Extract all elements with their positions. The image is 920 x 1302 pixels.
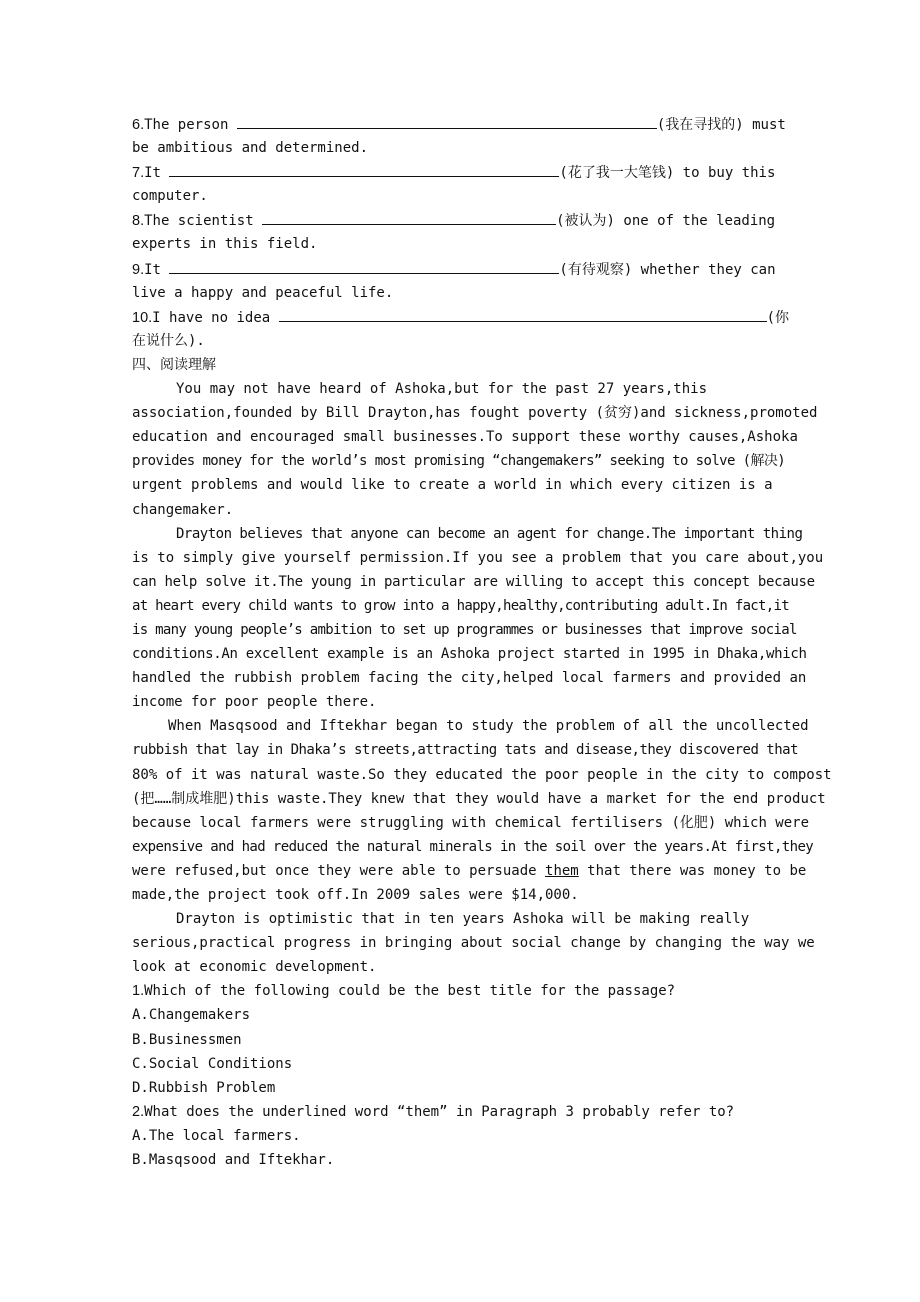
passage-line: handled the rubbish problem facing the city,helped local farmers and provided an [132,670,807,687]
passage-line: provides money for the world’s most promising “changemakers” seeking to solve (解决) [132,453,786,470]
question-2: 2.What does the underlined word “them” in Paragraph 3 probably refer to? [132,1103,735,1120]
passage-line: Drayton is optimistic that in ten years Ashoka will be making really [176,911,750,928]
answer-option[interactable]: A.The local farmers. [132,1127,301,1144]
fill-in-continuation: live a happy and peaceful life. [132,284,394,301]
fill-in-continuation: experts in this field. [132,236,318,253]
fill-in-item: 9.It (有待观察) whether they can [132,257,832,281]
passage-line: Drayton believes that anyone can become an agent for change.The important thing [176,525,803,542]
fill-in-continuation: 在说什么). [132,332,205,349]
answer-blank[interactable] [262,208,556,225]
passage-line: made,the project took off.In 2009 sales were $14,000. [132,887,579,903]
passage-line: 80% of it was natural waste.So they educated the poor people in the city to compost [132,766,832,783]
answer-blank[interactable] [279,305,767,322]
passage-line: can help solve it.The young in particular are willing to accept this concept because [132,573,815,590]
answer-blank[interactable] [237,112,657,129]
passage-line: changemaker. [132,501,234,518]
passage-line: income for poor people there. [132,694,377,711]
passage-line: conditions.An excellent example is an Ashoka project started in 1995 in Dhaka,which [132,646,807,663]
fill-in-item: 6.The person (我在寻找的) must [132,112,832,136]
answer-option[interactable]: C.Social Conditions [132,1055,293,1072]
question-1: 1.Which of the following could be the best title for the passage? [132,983,676,1000]
answer-option[interactable]: B.Businessmen [132,1031,242,1048]
passage-line: urgent problems and would like to create a world in which every citizen is a [132,477,773,494]
passage-line: is many young people’s ambition to set up programmes or businesses that improve social [132,621,797,638]
fill-in-continuation: be ambitious and determined. [132,140,369,157]
answer-blank[interactable] [169,257,559,274]
answer-option[interactable]: A.Changemakers [132,1007,251,1024]
passage-line: association,founded by Bill Drayton,has fought poverty (贫穷)and sickness,promoted [132,405,818,422]
fill-in-continuation: computer. [132,188,208,205]
passage-line: rubbish that lay in Dhaka’s streets,attracting tats and disease,they discovered that [132,742,799,759]
passage-line: education and encouraged small businesses.To support these worthy causes,Ashoka [132,429,798,446]
passage-line: You may not have heard of Ashoka,but for the past 27 years,this [176,381,708,398]
passage-line: is to simply give yourself permission.If you see a problem that you care about,you [132,549,824,566]
fill-in-item: 7.It (花了我一大笔钱) to buy this [132,160,832,184]
passage-line: were refused,but once they were able to persuade them that there was money to be [132,862,807,879]
passage-line: serious,practical progress in bringing about social change by changing the way we [132,935,815,952]
answer-option[interactable]: D.Rubbish Problem [132,1079,276,1096]
section-title: 四、阅读理解 [132,356,216,373]
passage-line: (把……制成堆肥)this waste.They knew that they would have a market for the end product [132,790,826,807]
answer-option[interactable]: B.Masqsood and Iftekhar. [132,1152,335,1169]
fill-in-item: 8.The scientist (被认为) one of the leading [132,208,832,232]
passage-line: at heart every child wants to grow into a happy,healthy,contributing adult.In fact,it [132,597,789,614]
passage-line: because local farmers were struggling with chemical fertilisers (化肥) which were [132,814,810,831]
answer-blank[interactable] [169,160,559,177]
passage-line: look at economic development. [132,959,377,976]
underlined-word: them [545,862,579,879]
fill-in-item: 10.I have no idea (你 [132,305,832,329]
document-page [132,112,832,1172]
passage-line: expensive and had reduced the natural minerals in the soil over the years.At first,they [132,838,814,855]
passage-line: When Masqsood and Iftekhar began to study the problem of all the uncollected [168,718,809,735]
